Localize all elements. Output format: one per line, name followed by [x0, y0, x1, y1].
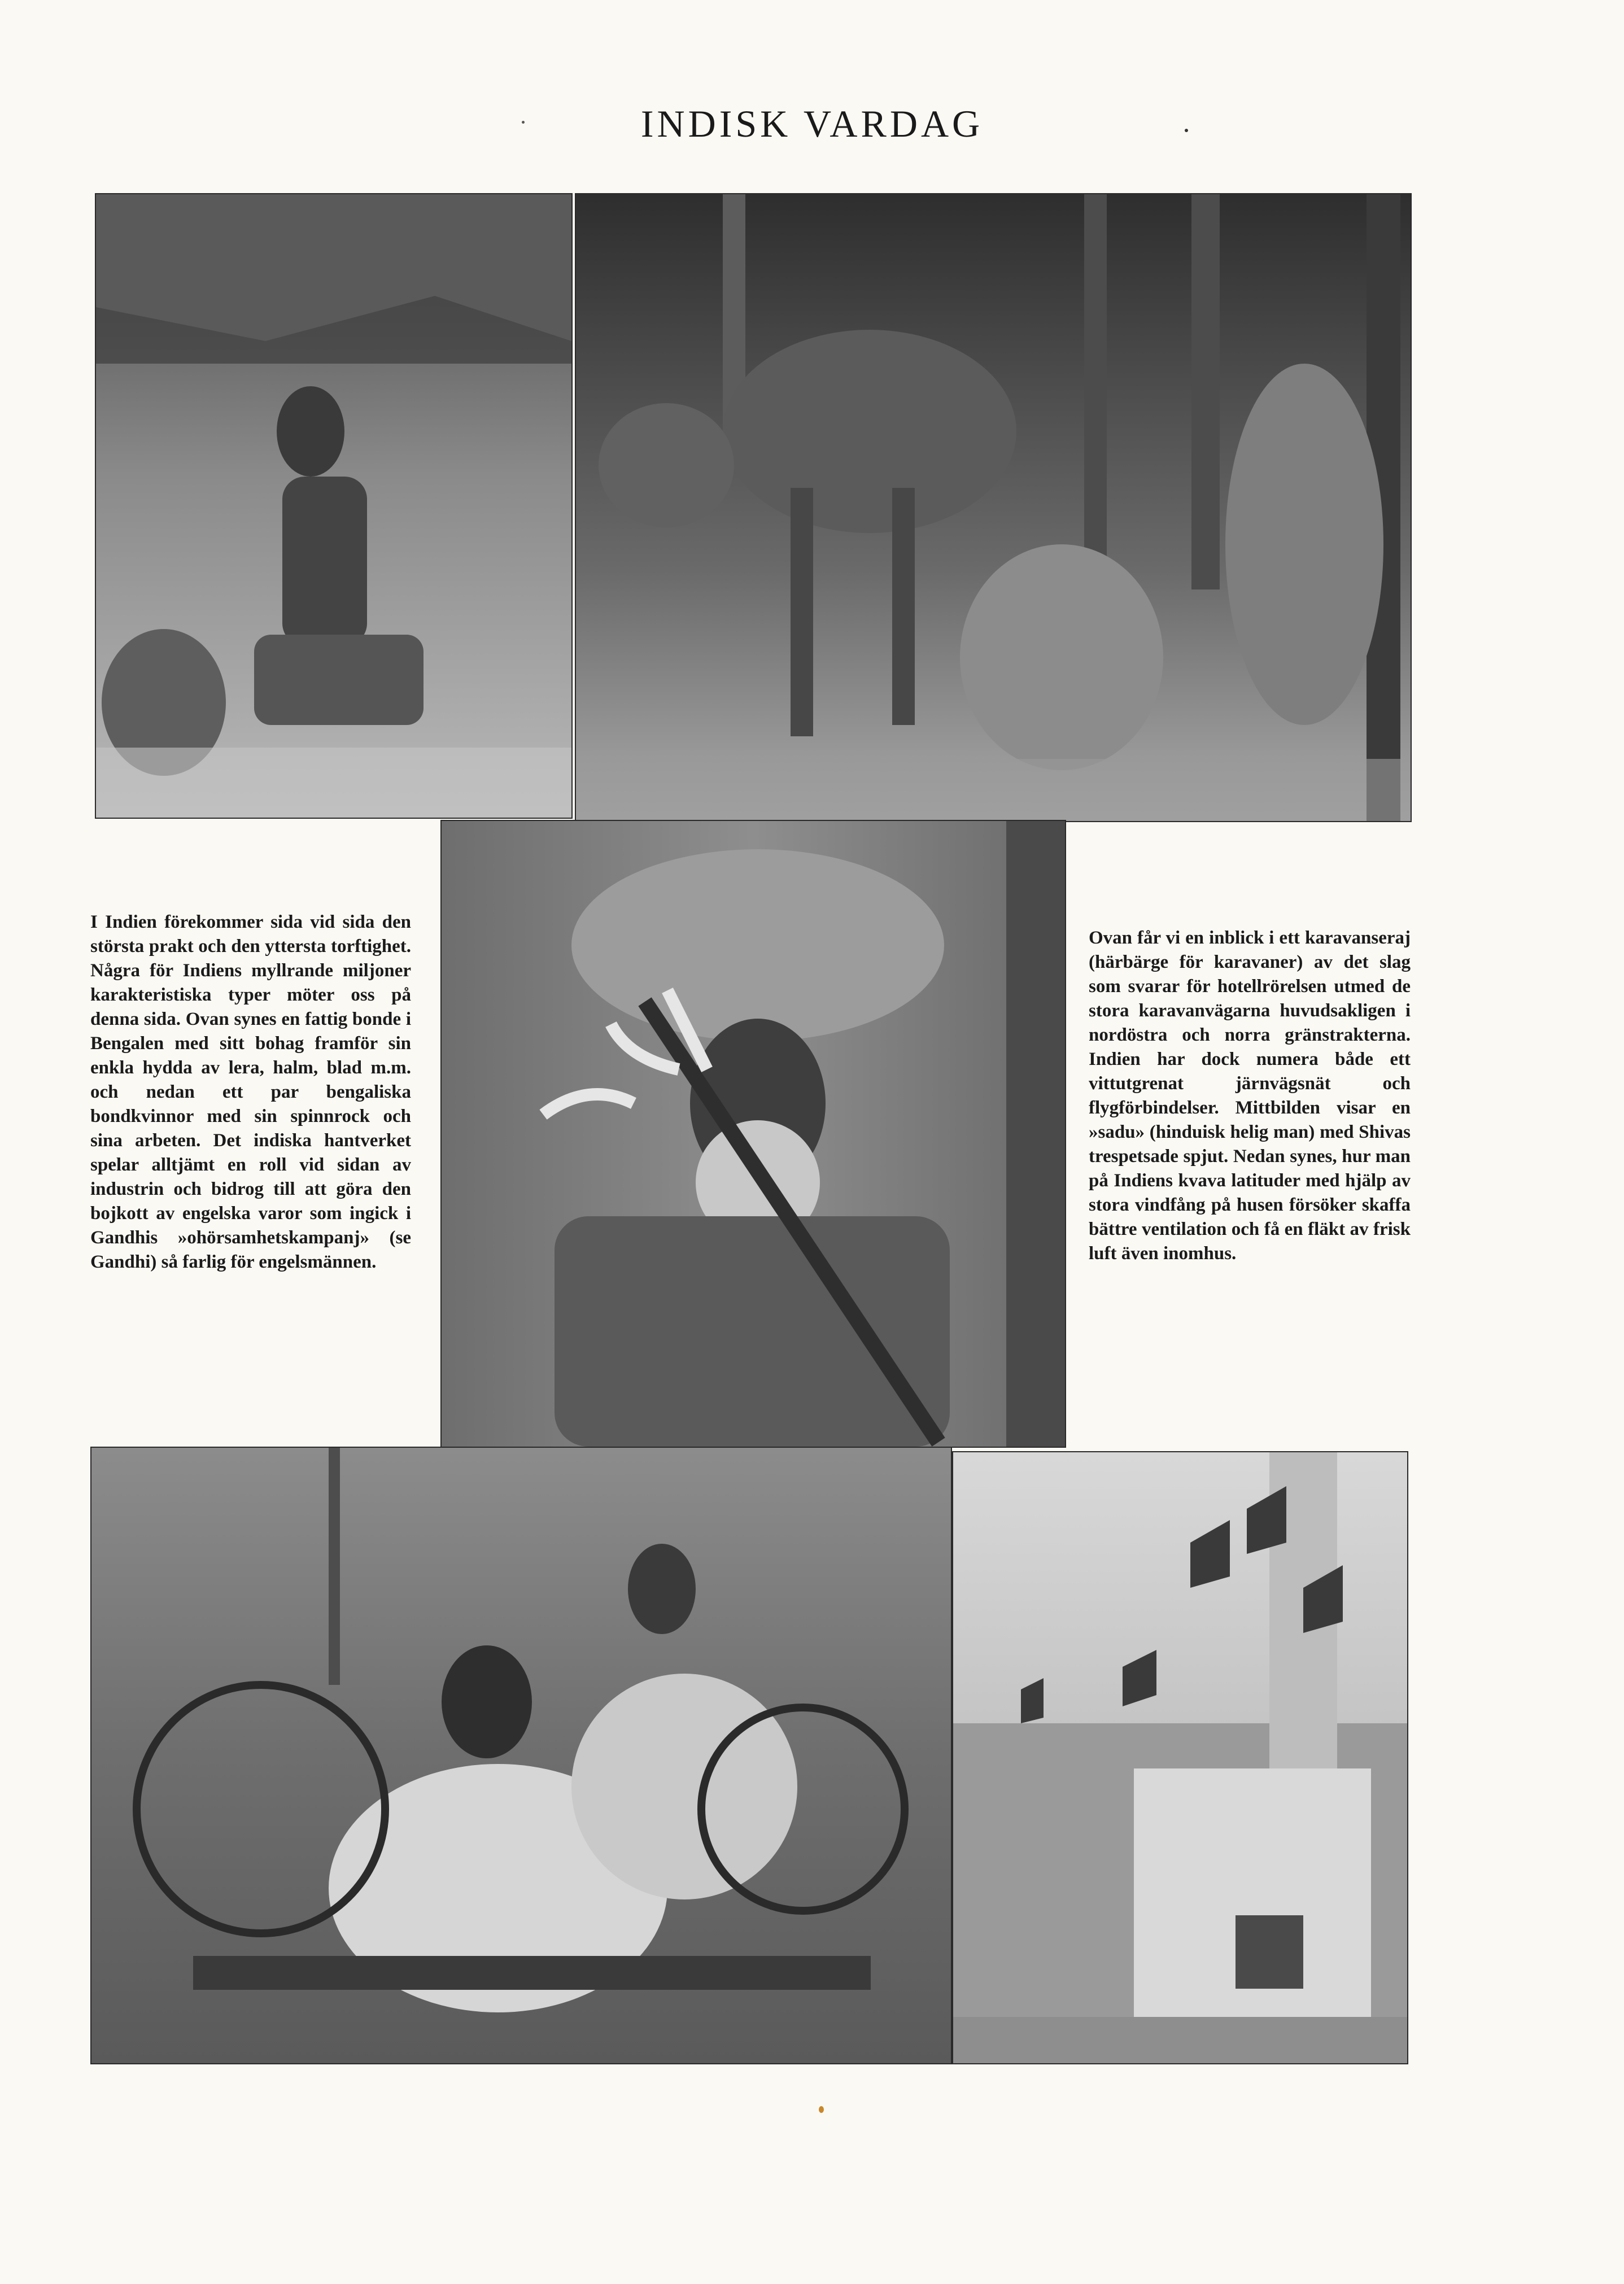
photo-caravanserai [575, 193, 1412, 822]
photo-spinning-women [90, 1447, 952, 2064]
photo-sadhu [440, 820, 1066, 1448]
page-speck [1185, 129, 1188, 132]
page-speck [819, 2106, 824, 2113]
caption-left: I Indien förekommer sida vid sida den största prakt och den yttersta torftighet. Några för Indiens myllrande miljoner karakteristiska typer möter oss på denna sida. Ovan synes en fattig bonde i Bengalen med sitt bohag framför sin enkla hydda av lera, halm, blad m.m. och nedan ett par bengaliska bondkvinnor med sin spinnrock och sina arbeten. Det indiska hantverket spelar alltjämt en roll vid sidan av industrin och bidrog till att göra den bojkott av engelska varor som ingick i Gandhis »ohörsamhetskampanj» (se Gandhi) så farlig för engelsmännen. [90, 912, 411, 1272]
caption-right: Ovan får vi en inblick i ett karavanseraj (härbärge för karavaner) av det slag som svarar för hotellrörelsen utmed de stora karavanvägarna huvudsakligen i nordöstra och norra gränstrakterna. Indien har dock numera både ett vittutgrenat järnvägsnät och flygförbindelser. Mittbilden visar en »sadu» (hinduisk helig man) med Shivas trespetsade spjut. Nedan synes, hur man på Indiens kvava latituder med hjälp av stora vindfång på husen försöker skaffa bättre ventilation och få en fläkt av frisk luft även inomhus. [1089, 928, 1411, 1264]
page-speck [522, 121, 525, 124]
photo-wind-catchers [952, 1451, 1408, 2064]
page-title: INDISK VARDAG [640, 102, 984, 145]
photo-bengal-farmer [95, 193, 573, 819]
